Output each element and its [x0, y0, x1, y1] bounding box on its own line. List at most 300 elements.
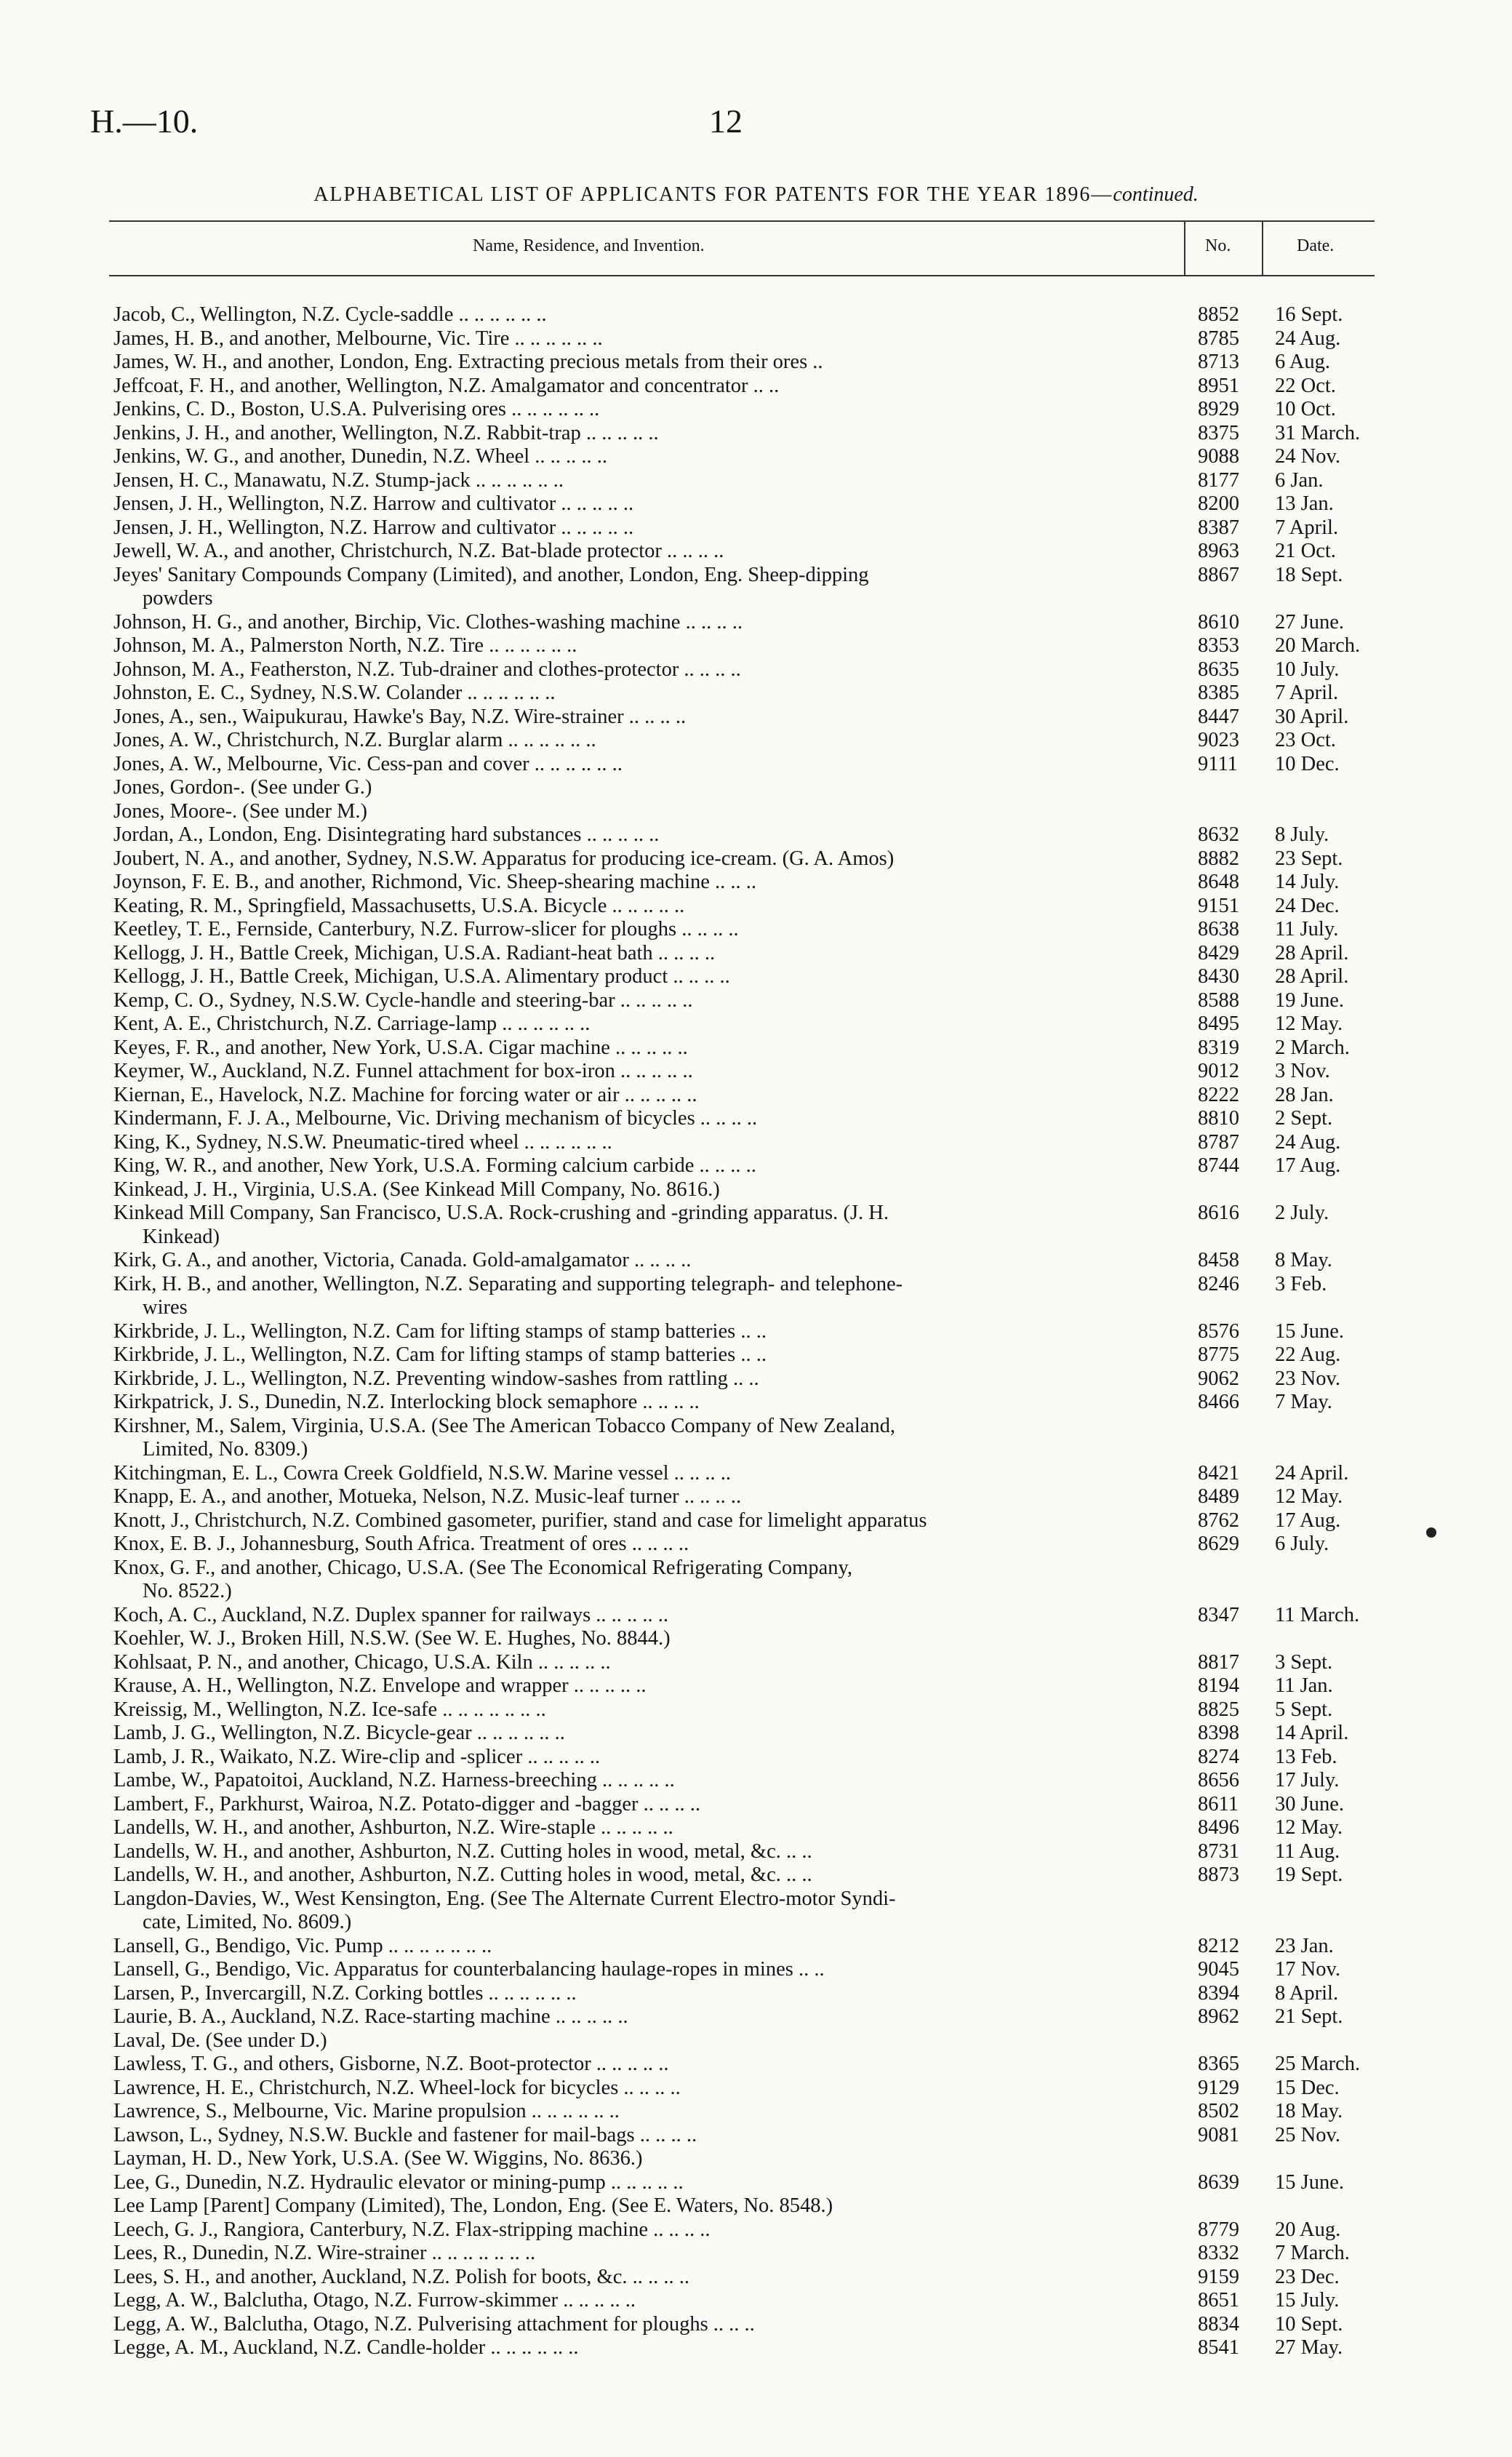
entry-text [113, 1863, 1169, 1887]
entry-text [113, 1698, 1169, 1722]
patent-date: 8 May. [1275, 1249, 1332, 1271]
list-item [0, 2289, 1512, 2313]
entry-name-invention: Jenkins, W. G., and another, Dunedin, N.Z. Wheel .. .. .. .. .. [113, 445, 608, 468]
entry-name-invention: James, W. H., and another, London, Eng. Extracting precious metals from their ores .. [113, 351, 823, 373]
list-item [0, 1722, 1512, 1746]
patent-number: 8817 [1198, 1650, 1239, 1674]
entry-name-invention: Lambe, W., Papatoitoi, Auckland, N.Z. Harness-breeching .. .. .. .. .. [113, 1769, 675, 1791]
patent-number: 8246 [1198, 1272, 1239, 1295]
entry-text [113, 1509, 1169, 1533]
patent-date: 24 April. [1275, 1461, 1349, 1485]
entry-text [113, 2194, 1169, 2218]
list-item [0, 1036, 1512, 1060]
entry-text [113, 1958, 1169, 1982]
patent-number: 8834 [1198, 2312, 1239, 2336]
patent-number: 8744 [1198, 1154, 1239, 1177]
list-item [0, 1935, 1512, 1959]
entry-text [113, 1012, 1169, 1036]
entry-text [113, 1202, 1169, 1249]
entry-name-invention: Lawrence, S., Melbourne, Vic. Marine propulsion .. .. .. .. .. .. [113, 2100, 620, 2122]
entry-name-invention: Kohlsaat, P. N., and another, Chicago, U.S.A. Kiln .. .. .. .. .. [113, 1650, 611, 1674]
list-item [0, 445, 1512, 469]
entry-text [113, 1367, 1169, 1391]
patent-number: 9023 [1198, 729, 1239, 751]
patent-date: 17 Aug. [1275, 1509, 1341, 1532]
entry-name-invention: Lawson, L., Sydney, N.S.W. Buckle and fastener for mail-bags .. .. .. .. [113, 2123, 697, 2146]
entry-name-invention: Keymer, W., Auckland, N.Z. Funnel attachment for box-iron .. .. .. .. .. [113, 1060, 693, 1082]
entry-text [113, 1840, 1169, 1864]
list-item [0, 918, 1512, 942]
entry-name-invention: Jensen, J. H., Wellington, N.Z. Harrow and cultivator .. .. .. .. .. [113, 516, 634, 539]
column-header-date: Date. [1297, 236, 1335, 255]
patent-number: 8496 [1198, 1816, 1239, 1839]
entry-name-invention: Kemp, C. O., Sydney, N.S.W. Cycle-handle and steering-bar .. .. .. .. .. [113, 988, 693, 1012]
entry-name-invention: Lamb, J. R., Waikato, N.Z. Wire-clip and -splicer .. .. .. .. .. [113, 1745, 601, 1768]
entry-text [113, 634, 1169, 658]
entry-name-invention: Lawless, T. G., and others, Gisborne, N.Z. Boot-protector .. .. .. .. .. [113, 2053, 669, 2075]
list-item [0, 729, 1512, 753]
entry-name-invention: Jones, A., sen., Waipukurau, Hawke's Bay, N.Z. Wire-strainer .. .. .. .. [113, 705, 687, 728]
entry-text [113, 706, 1169, 730]
list-item [0, 1698, 1512, 1722]
entry-name-invention: Jensen, H. C., Manawatu, N.Z. Stump-jack .. .. .. .. .. .. [113, 468, 564, 492]
patent-date: 7 May. [1275, 1391, 1332, 1413]
patent-number: 8421 [1198, 1461, 1239, 1485]
entry-text [113, 2053, 1169, 2077]
patent-date: 2 Sept. [1275, 1107, 1333, 1130]
entry-text [113, 871, 1169, 895]
patent-number: 8762 [1198, 1509, 1239, 1532]
entry-name-invention: King, W. R., and another, New York, U.S.A. Forming calcium carbide .. .. .. .. [113, 1154, 756, 1177]
entry-text [113, 564, 1169, 611]
entry-name-invention: Lee Lamp [Parent] Company (Limited), The, London, Eng. (See E. Waters, No. 8548.) [113, 2194, 833, 2217]
patent-date: 13 Jan. [1275, 492, 1334, 515]
list-item [0, 1273, 1512, 1320]
entry-text [113, 989, 1169, 1013]
patent-date: 7 March. [1275, 2242, 1350, 2264]
patent-number: 8825 [1198, 1698, 1239, 1721]
patent-number: 9062 [1198, 1367, 1239, 1390]
entry-text [113, 469, 1169, 493]
entry-name-invention: Joubert, N. A., and another, Sydney, N.S.W. Apparatus for producing ice-cream. (G. A. Amos) [113, 847, 895, 870]
entry-text [113, 918, 1169, 942]
entry-continuation: wires [143, 1296, 188, 1319]
entry-text [113, 942, 1169, 966]
patent-date: 10 July. [1275, 658, 1340, 681]
patent-number: 8962 [1198, 2005, 1239, 2028]
entry-name-invention: Johnson, M. A., Featherston, N.Z. Tub-drainer and clothes-protector .. .. .. .. [113, 658, 741, 681]
entry-name-invention: Krause, A. H., Wellington, N.Z. Envelope and wrapper .. .. .. .. .. [113, 1674, 647, 1697]
list-item [0, 2218, 1512, 2242]
entry-text [113, 1060, 1169, 1084]
list-item [0, 2124, 1512, 2148]
entry-name-invention: Leech, G. J., Rangiora, Canterbury, N.Z. Flax-stripping machine .. .. .. .. [113, 2218, 711, 2241]
entry-text [113, 351, 1169, 375]
list-item [0, 1509, 1512, 1533]
entry-text [113, 1107, 1169, 1131]
patent-date: 7 April. [1275, 682, 1339, 704]
entry-name-invention: Kirkbride, J. L., Wellington, N.Z. Cam for lifting stamps of stamp batteries .. .. [113, 1319, 767, 1343]
entry-name-invention: Lees, S. H., and another, Auckland, N.Z. Polish for boots, &c. .. .. .. .. [113, 2265, 690, 2288]
patent-number: 8502 [1198, 2100, 1239, 2122]
patent-number: 8651 [1198, 2289, 1239, 2312]
entry-name-invention: Kindermann, F. J. A., Melbourne, Vic. Driving mechanism of bicycles .. .. .. .. [113, 1107, 758, 1130]
patent-date: 11 March. [1275, 1603, 1360, 1626]
patent-date: 3 Feb. [1275, 1272, 1327, 1295]
entry-text [113, 1249, 1169, 1273]
entry-text [113, 303, 1169, 327]
entry-name-invention: Laurie, B. A., Auckland, N.Z. Race-starting machine .. .. .. .. .. [113, 2005, 628, 2028]
entry-name-invention: Kirkbride, J. L., Wellington, N.Z. Cam for lifting stamps of stamp batteries .. .. [113, 1343, 767, 1366]
patent-number: 8495 [1198, 1012, 1239, 1035]
patent-number: 8222 [1198, 1083, 1239, 1106]
entry-text [113, 1674, 1169, 1698]
patent-number: 8458 [1198, 1249, 1239, 1271]
entry-text [113, 2171, 1169, 2195]
patent-date: 17 Aug. [1275, 1154, 1341, 1177]
entry-text [113, 2100, 1169, 2124]
patent-number: 8632 [1198, 823, 1239, 846]
list-item [0, 1651, 1512, 1675]
patent-date: 15 July. [1275, 2289, 1340, 2312]
entry-text [113, 2289, 1169, 2313]
patent-date: 25 March. [1275, 2053, 1361, 2075]
entry-text [113, 2313, 1169, 2337]
entry-name-invention: Larsen, P., Invercargill, N.Z. Corking bottles .. .. .. .. .. .. [113, 1981, 577, 2005]
entry-text [113, 1485, 1169, 1509]
entry-text [113, 965, 1169, 989]
list-item [0, 611, 1512, 635]
list-item [0, 1012, 1512, 1036]
patent-number: 9045 [1198, 1958, 1239, 1981]
entry-name-invention: Kirk, H. B., and another, Wellington, N.Z. Separating and supporting telegraph- and telephone- [113, 1272, 903, 1295]
list-item [0, 2147, 1512, 2171]
entry-name-invention: Kirkbride, J. L., Wellington, N.Z. Preventing window-sashes from rattling .. .. [113, 1367, 759, 1390]
list-item [0, 351, 1512, 375]
patent-number: 8347 [1198, 1603, 1239, 1626]
entry-text [113, 1273, 1169, 1320]
entry-text [113, 1557, 1169, 1604]
patent-date: 23 Nov. [1275, 1367, 1340, 1390]
entry-name-invention: Johnson, M. A., Palmerston North, N.Z. Tire .. .. .. .. .. .. [113, 634, 577, 657]
patent-date: 19 Sept. [1275, 1863, 1343, 1886]
entry-name-invention: Knox, G. F., and another, Chicago, U.S.A. (See The Economical Refrigerating Company, [113, 1556, 853, 1579]
entry-continuation: No. 8522.) [143, 1580, 232, 1602]
patent-date: 6 Aug. [1275, 351, 1331, 373]
entry-text [113, 1415, 1169, 1462]
patent-number: 9151 [1198, 894, 1239, 917]
entry-text [113, 2242, 1169, 2266]
entry-text [113, 1320, 1169, 1344]
entry-name-invention: Jewell, W. A., and another, Christchurch, N.Z. Bat-blade protector .. .. .. .. [113, 540, 724, 562]
patent-date: 10 Sept. [1275, 2312, 1343, 2336]
list-item [0, 469, 1512, 493]
list-item [0, 1485, 1512, 1509]
list-item [0, 942, 1512, 966]
list-item [0, 682, 1512, 706]
patent-date: 21 Oct. [1275, 540, 1336, 562]
entry-text [113, 2218, 1169, 2242]
entry-name-invention: Kellogg, J. H., Battle Creek, Michigan, U.S.A. Alimentary product .. .. .. .. [113, 965, 730, 988]
patent-number: 8353 [1198, 634, 1239, 657]
entry-text [113, 1131, 1169, 1155]
list-item [0, 1154, 1512, 1178]
list-item [0, 303, 1512, 327]
patent-number: 8387 [1198, 516, 1239, 539]
entry-name-invention: Jones, A. W., Melbourne, Vic. Cess-pan and cover .. .. .. .. .. .. [113, 752, 623, 775]
entry-name-invention: Lees, R., Dunedin, N.Z. Wire-strainer .. .. .. .. .. .. .. [113, 2242, 536, 2264]
patent-date: 24 Aug. [1275, 1130, 1341, 1154]
patent-date: 23 Oct. [1275, 729, 1336, 751]
entry-name-invention: Landells, W. H., and another, Ashburton, N.Z. Cutting holes in wood, metal, &c. .. .. [113, 1863, 812, 1886]
patent-number: 8274 [1198, 1745, 1239, 1768]
entry-text [113, 1462, 1169, 1486]
list-item [0, 1746, 1512, 1770]
patent-number: 8194 [1198, 1674, 1239, 1697]
patent-date: 12 May. [1275, 1485, 1343, 1508]
list-item [0, 564, 1512, 611]
patent-date: 8 July. [1275, 823, 1329, 846]
entry-name-invention: Jacob, C., Wellington, N.Z. Cycle-saddle .. .. .. .. .. .. [113, 303, 547, 326]
entry-text [113, 1982, 1169, 2006]
patent-date: 10 Oct. [1275, 398, 1336, 420]
patent-number: 8319 [1198, 1036, 1239, 1059]
entry-text [113, 2077, 1169, 2101]
patent-date: 18 Sept. [1275, 563, 1343, 586]
patent-number: 9129 [1198, 2076, 1239, 2099]
entry-name-invention: Lamb, J. G., Wellington, N.Z. Bicycle-gear .. .. .. .. .. .. [113, 1722, 565, 1744]
entry-name-invention: Legg, A. W., Balclutha, Otago, N.Z. Pulverising attachment for ploughs .. .. .. [113, 2312, 755, 2336]
list-item [0, 706, 1512, 730]
column-header-no: No. [1205, 236, 1231, 255]
list-item [0, 2053, 1512, 2077]
patent-date: 28 April. [1275, 941, 1349, 964]
entry-name-invention: Koehler, W. J., Broken Hill, N.S.W. (See W. E. Hughes, No. 8844.) [113, 1627, 671, 1650]
entry-name-invention: Kitchingman, E. L., Cowra Creek Goldfield, N.S.W. Marine vessel .. .. .. .. [113, 1461, 732, 1485]
patent-number: 8779 [1198, 2218, 1239, 2241]
patent-number: 8212 [1198, 1934, 1239, 1957]
patent-number: 8639 [1198, 2170, 1239, 2194]
list-item [0, 1982, 1512, 2006]
entry-name-invention: Lawrence, H. E., Christchurch, N.Z. Wheel-lock for bicycles .. .. .. .. [113, 2076, 681, 2099]
entry-text [113, 800, 1169, 824]
entry-text [113, 1793, 1169, 1817]
entry-name-invention: Keetley, T. E., Fernside, Canterbury, N.Z. Furrow-slicer for ploughs .. .. .. .. [113, 918, 739, 940]
entry-text [113, 492, 1169, 516]
patent-number: 8963 [1198, 540, 1239, 562]
list-item [0, 634, 1512, 658]
patent-date: 11 July. [1275, 918, 1339, 940]
entry-name-invention: Kellogg, J. H., Battle Creek, Michigan, U.S.A. Radiant-heat bath .. .. .. .. [113, 941, 716, 964]
list-item [0, 1769, 1512, 1793]
entry-name-invention: Lansell, G., Bendigo, Vic. Pump .. .. .. .. .. .. .. [113, 1934, 492, 1957]
patent-number: 8430 [1198, 965, 1239, 988]
entry-text [113, 1746, 1169, 1770]
list-item [0, 1107, 1512, 1131]
patent-number: 9159 [1198, 2265, 1239, 2288]
patent-date: 11 Jan. [1275, 1674, 1333, 1697]
entry-text [113, 2266, 1169, 2290]
entry-name-invention: James, H. B., and another, Melbourne, Vic. Tire .. .. .. .. .. .. [113, 327, 603, 350]
list-item [0, 2029, 1512, 2053]
list-item [0, 1084, 1512, 1108]
list-item [0, 1887, 1512, 1935]
list-item [0, 1627, 1512, 1651]
list-item [0, 1462, 1512, 1486]
patent-number: 8867 [1198, 563, 1239, 586]
title-main: ALPHABETICAL LIST OF APPLICANTS FOR PATENTS FOR THE YEAR 1896— [313, 183, 1113, 206]
patent-number: 8616 [1198, 1202, 1239, 1224]
patent-number: 8375 [1198, 421, 1239, 444]
entry-name-invention: Kinkead Mill Company, San Francisco, U.S.A. Rock-crushing and -grinding apparatus. (J. H. [113, 1202, 889, 1224]
entry-name-invention: Johnston, E. C., Sydney, N.S.W. Colander .. .. .. .. .. .. [113, 682, 556, 704]
entry-name-invention: Knott, J., Christchurch, N.Z. Combined gasometer, purifier, stand and case for limelight apparatus [113, 1509, 927, 1532]
patent-number: 8873 [1198, 1863, 1239, 1886]
entry-text [113, 753, 1169, 777]
list-item [0, 1343, 1512, 1367]
list-item [0, 1674, 1512, 1698]
patent-number: 8466 [1198, 1391, 1239, 1413]
page-title [0, 183, 1512, 207]
patent-date: 13 Feb. [1275, 1745, 1337, 1768]
list-item [0, 1320, 1512, 1344]
list-item [0, 1533, 1512, 1557]
patent-number: 8951 [1198, 374, 1239, 397]
page-number: 12 [709, 103, 743, 140]
patent-date: 6 Jan. [1275, 468, 1324, 492]
patent-number: 8731 [1198, 1839, 1239, 1863]
entry-text [113, 658, 1169, 682]
patent-number: 8611 [1198, 1792, 1239, 1815]
list-item [0, 847, 1512, 871]
patent-date: 19 June. [1275, 988, 1344, 1012]
entry-text [113, 2029, 1169, 2053]
entry-text [113, 895, 1169, 919]
patent-number: 8852 [1198, 303, 1239, 326]
entry-text [113, 1533, 1169, 1557]
patent-number: 8489 [1198, 1485, 1239, 1508]
list-item [0, 658, 1512, 682]
list-item [0, 2194, 1512, 2218]
ink-dot [1426, 1527, 1436, 1538]
entry-text [113, 516, 1169, 540]
entry-text [113, 847, 1169, 871]
patent-number: 8635 [1198, 658, 1239, 681]
entry-text [113, 1084, 1169, 1108]
patent-date: 20 March. [1275, 634, 1361, 657]
entry-text [113, 1154, 1169, 1178]
entry-text [113, 1887, 1169, 1935]
list-item [0, 1178, 1512, 1202]
patent-date: 24 Nov. [1275, 445, 1340, 468]
patent-number: 8629 [1198, 1533, 1239, 1555]
patent-date: 27 May. [1275, 2336, 1343, 2359]
entry-text [113, 1935, 1169, 1959]
list-item [0, 1816, 1512, 1840]
entry-name-invention: Jones, Gordon-. (See under G.) [113, 776, 372, 799]
patent-date: 27 June. [1275, 610, 1344, 634]
patent-date: 8 April. [1275, 1981, 1339, 2005]
patent-number: 8332 [1198, 2242, 1239, 2264]
patent-number: 8787 [1198, 1130, 1239, 1154]
patent-number: 8610 [1198, 610, 1239, 634]
document-code: H.—10. [90, 103, 199, 140]
list-item [0, 540, 1512, 564]
entry-name-invention: Jenkins, J. H., and another, Wellington, N.Z. Rabbit-trap .. .. .. .. .. [113, 421, 659, 444]
patent-date: 25 Nov. [1275, 2123, 1340, 2146]
patent-date: 28 Jan. [1275, 1083, 1334, 1106]
list-item [0, 989, 1512, 1013]
entry-name-invention: Langdon-Davies, W., West Kensington, Eng. (See The Alternate Current Electro-motor Syndi- [113, 1887, 896, 1910]
entry-text [113, 1036, 1169, 1060]
entry-text [113, 1604, 1169, 1628]
entry-name-invention: Kirkpatrick, J. S., Dunedin, N.Z. Interlocking block semaphore .. .. .. .. [113, 1391, 700, 1413]
list-item [0, 776, 1512, 800]
patent-date: 12 May. [1275, 1816, 1343, 1839]
entry-text [113, 2147, 1169, 2171]
title-continued: continued. [1113, 183, 1199, 206]
patent-date: 17 July. [1275, 1769, 1340, 1791]
patent-number: 8638 [1198, 918, 1239, 940]
entry-name-invention: Legge, A. M., Auckland, N.Z. Candle-holder .. .. .. .. .. .. [113, 2336, 579, 2359]
list-item [0, 1367, 1512, 1391]
entry-name-invention: Laval, De. (See under D.) [113, 2029, 327, 2052]
list-item [0, 2171, 1512, 2195]
patent-date: 21 Sept. [1275, 2005, 1343, 2028]
patent-number: 8713 [1198, 351, 1239, 373]
column-divider-date [1262, 220, 1263, 275]
patent-number: 8576 [1198, 1319, 1239, 1343]
patent-date: 15 Dec. [1275, 2076, 1340, 2099]
column-divider-no [1184, 220, 1185, 275]
entry-name-invention: Landells, W. H., and another, Ashburton, N.Z. Cutting holes in wood, metal, &c. .. .. [113, 1839, 812, 1863]
entry-text [113, 611, 1169, 635]
patent-number: 8810 [1198, 1107, 1239, 1130]
patent-date: 16 Sept. [1275, 303, 1343, 326]
entry-name-invention: Lansell, G., Bendigo, Vic. Apparatus for counterbalancing haulage-ropes in mines .. .. [113, 1958, 825, 1981]
list-item [0, 1415, 1512, 1462]
entry-name-invention: Kiernan, E., Havelock, N.Z. Machine for forcing water or air .. .. .. .. .. [113, 1083, 697, 1106]
patent-number: 8447 [1198, 705, 1239, 728]
entry-text [113, 375, 1169, 399]
patent-date: 24 Aug. [1275, 327, 1341, 350]
list-item [0, 422, 1512, 446]
list-item [0, 1840, 1512, 1864]
patent-number: 8882 [1198, 847, 1239, 870]
list-item [0, 2313, 1512, 2337]
column-header-name: Name, Residence, and Invention. [473, 236, 705, 255]
entry-name-invention: Lee, G., Dunedin, N.Z. Hydraulic elevator or mining-pump .. .. .. .. .. [113, 2170, 684, 2194]
entry-continuation: Kinkead) [143, 1225, 220, 1248]
list-item [0, 1131, 1512, 1155]
entry-text [113, 1651, 1169, 1675]
list-item [0, 895, 1512, 919]
patent-date: 28 April. [1275, 965, 1349, 988]
patent-date: 30 June. [1275, 1792, 1344, 1815]
patent-date: 23 Sept. [1275, 847, 1343, 870]
entry-name-invention: Lambert, F., Parkhurst, Wairoa, N.Z. Potato-digger and -bagger .. .. .. .. [113, 1792, 700, 1815]
patent-date: 31 March. [1275, 421, 1361, 444]
list-item [0, 516, 1512, 540]
patent-number: 8365 [1198, 2053, 1239, 2075]
entry-name-invention: Keyes, F. R., and another, New York, U.S.A. Cigar machine .. .. .. .. .. [113, 1036, 688, 1059]
list-item [0, 1202, 1512, 1249]
list-item [0, 2336, 1512, 2360]
list-item [0, 1060, 1512, 1084]
list-item [0, 753, 1512, 777]
patent-date: 24 Dec. [1275, 894, 1340, 917]
list-item [0, 492, 1512, 516]
